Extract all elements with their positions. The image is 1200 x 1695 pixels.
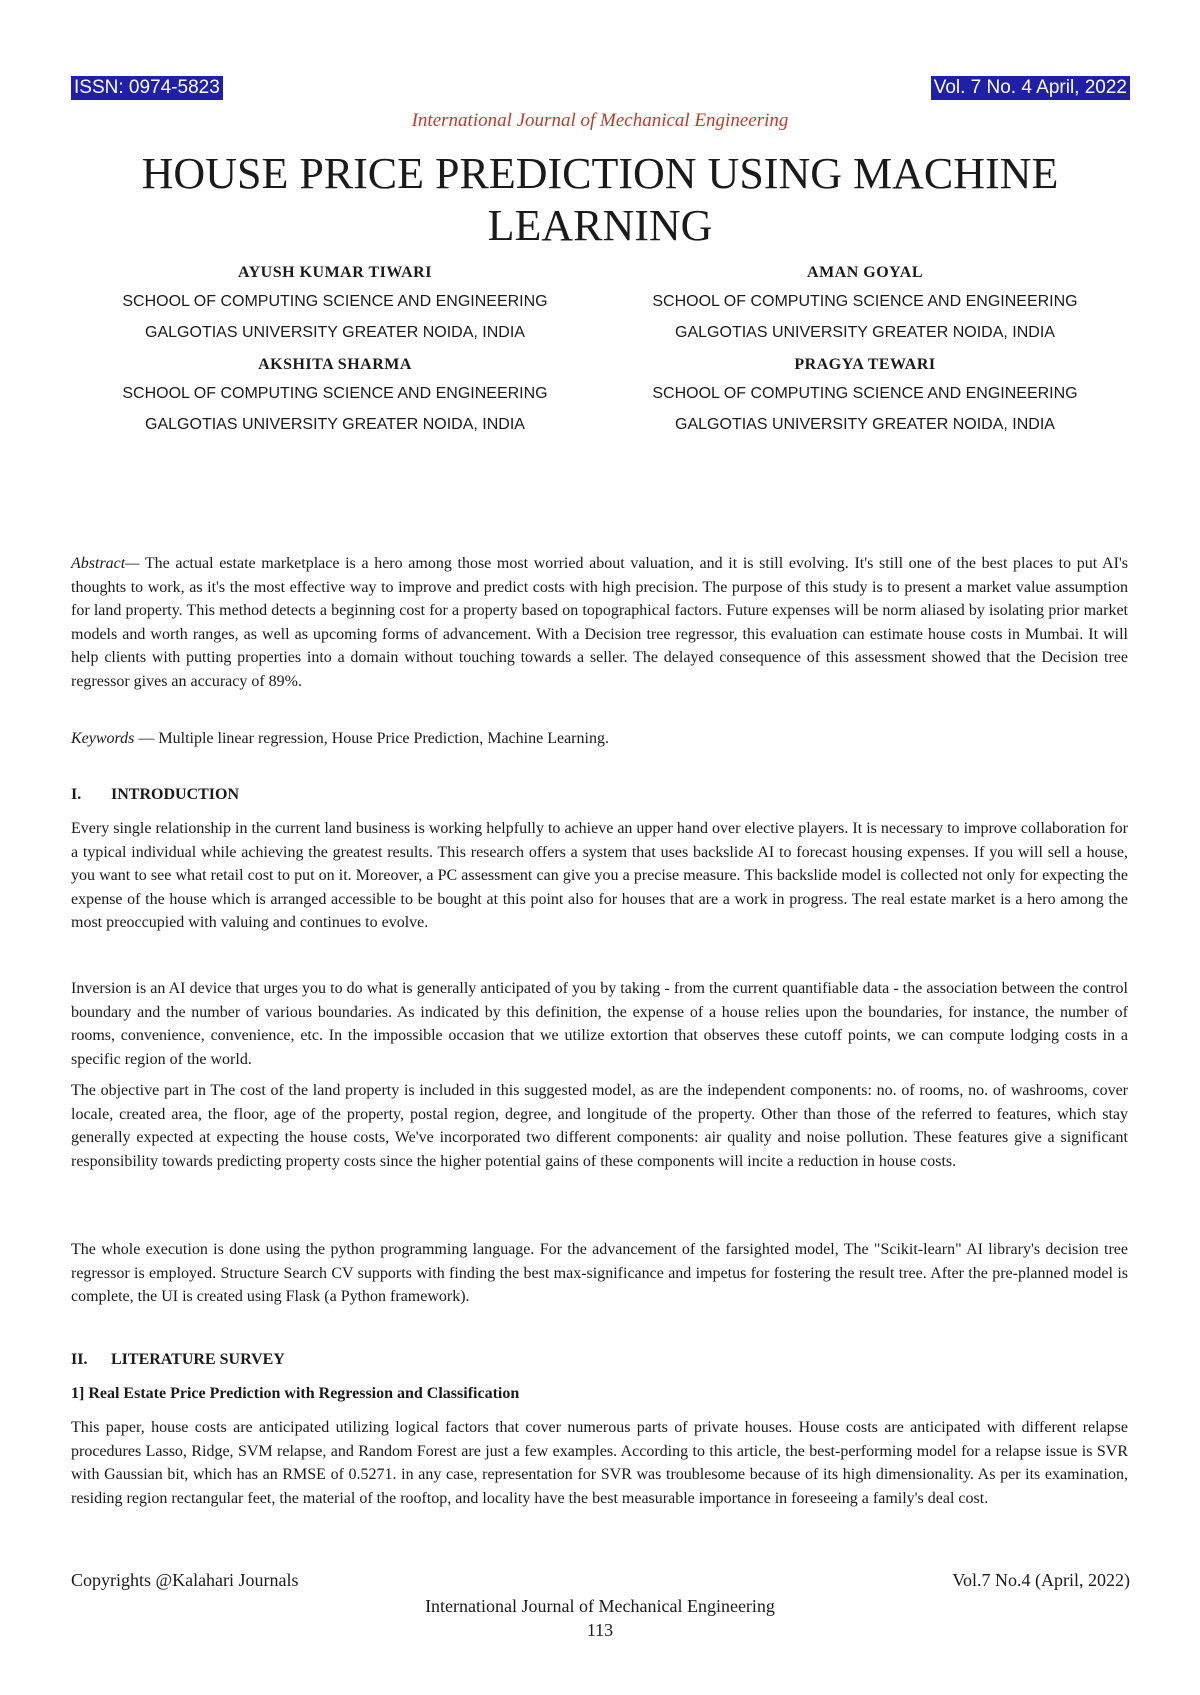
paper-title: HOUSE PRICE PREDICTION USING MACHINE LEARNING (141, 149, 1059, 250)
author-name: PRAGYA TEWARI (794, 356, 936, 373)
author-university: GALGOTIAS UNIVERSITY GREATER NOIDA, INDIA (675, 324, 1055, 341)
intro-paragraph-1: Every single relationship in the current land business is working helpfully to achieve an upper hand over elective players. It is necessary to improve collaboration for a typical individual while achieving the greatest results. This research offers a system that uses backslide AI to forecast housing expenses. If you will sell a house, you want to see what retail cost to put on it. Moreover, a PC assessment can give you a precise measure. This backslide model is collected not only for expecting the expense of the house which is arranged accessible to be bought at this point also for houses that are a work in progress. The real estate market is a hero among the most preoccupied with valuing and continues to evolve. (71, 820, 1128, 931)
author-card (80, 264, 590, 356)
abstract-text: The actual estate marketplace is a hero among those most worried about valuation, and it is still evolving. It's still one of the best places to put AI's thoughts to work, as it's the most effective way to improve and predict costs with high precision. The purpose of this study is to present a market value assumption for land property. This method detects a beginning cost for a property based on topographical factors. Future expenses will be norm aliased by isolating prior market models and worth ranges, as well as upcoming forms of advancement. With a Decision tree regressor, this evaluation can estimate house costs in Mumbai. It will help clients with putting properties into a domain without touching towards a seller. The delayed consequence of this assessment showed that the Decision tree regressor gives an accuracy of 89%. (71, 555, 1128, 690)
keywords-text: — Multiple linear regression, House Price Prediction, Machine Learning. (134, 730, 609, 747)
author-card (610, 264, 1120, 356)
footer-journal: International Journal of Mechanical Engineering (425, 1596, 775, 1616)
abstract-label: Abstract— (71, 555, 140, 572)
author-university: GALGOTIAS UNIVERSITY GREATER NOIDA, INDIA (675, 416, 1055, 433)
subsection-heading: 1] Real Estate Price Prediction with Regression and Classification (71, 1385, 520, 1402)
issn-badge: ISSN: 0974-5823 (71, 76, 223, 100)
intro-paragraph-3: The objective part in The cost of the land property is included in this suggested model, as are the independent components: no. of rooms, no. of washrooms, cover locale, created area, the floor, age of the property, postal region, degree, and longitude of the property. Other than those of the referred to features, which stay generally expected at expecting the house costs, We've incorporated two different components: air quality and noise pollution. These features give a significant responsibility towards predicting property costs since the higher potential gains of these components will incite a reduction in house costs. (71, 1082, 1128, 1170)
author-department: SCHOOL OF COMPUTING SCIENCE AND ENGINEERING (122, 385, 548, 402)
intro-paragraph-2: Inversion is an AI device that urges you to do what is generally anticipated of you by taking - from the current quantifiable data - the association between the control boundary and the number of various boundaries. As indicated by this definition, the expense of a house relies upon the boundaries, for instance, the number of rooms, convenience, convenience, etc. In the impossible occasion that we utilize extortion that observes these cutoff points, we can compute lodging costs in a specific region of the world. (71, 980, 1128, 1068)
section-title: INTRODUCTION (111, 786, 240, 803)
author-university: GALGOTIAS UNIVERSITY GREATER NOIDA, INDIA (145, 416, 525, 433)
section-title: LITERATURE SURVEY (111, 1351, 285, 1368)
section-heading-introduction (71, 786, 239, 804)
author-name: AMAN GOYAL (807, 264, 923, 281)
footer-copyright: Copyrights @Kalahari Journals (71, 1570, 299, 1590)
author-card (610, 356, 1120, 448)
section-number: I. (71, 786, 82, 803)
footer-volume: Vol.7 No.4 (April, 2022) (952, 1570, 1130, 1590)
keywords (71, 727, 1128, 751)
section-number: II. (71, 1351, 88, 1368)
intro-paragraph-4: The whole execution is done using the python programming language. For the advancement of the farsighted model, The "Scikit-learn" AI library's decision tree regressor is employed. Structure Search CV supports with finding the best max-significance and impetus for fostering the result tree. After the pre-planned model is complete, the UI is created using Flask (a Python framework). (71, 1241, 1128, 1305)
journal-name: International Journal of Mechanical Engineering (411, 110, 789, 131)
author-department: SCHOOL OF COMPUTING SCIENCE AND ENGINEERING (122, 293, 548, 310)
author-name: AKSHITA SHARMA (258, 356, 412, 373)
author-name: AYUSH KUMAR TIWARI (238, 264, 432, 281)
lit-paragraph-1: This paper, house costs are anticipated utilizing logical factors that cover numerous parts of private houses. House costs are anticipated with different relapse procedures Lasso, Ridge, SVM relapse, and Random Forest are just a few examples. According to this article, the best-performing model for a relapse issue is SVR with Gaussian bit, which has an RMSE of 0.5271. in any case, representation for SVR was troublesome because of its high dimensionality. As per its examination, residing region rectangular feet, the material of the rooftop, and locality have the best measurable importance in foreseeing a family's deal cost. (71, 1419, 1128, 1507)
author-university: GALGOTIAS UNIVERSITY GREATER NOIDA, INDIA (145, 324, 525, 341)
author-block (80, 264, 1120, 448)
abstract (71, 552, 1128, 693)
author-department: SCHOOL OF COMPUTING SCIENCE AND ENGINEERING (652, 385, 1078, 402)
keywords-label: Keywords (71, 730, 135, 747)
section-heading-literature-survey (71, 1351, 285, 1369)
author-card (80, 356, 590, 448)
volume-badge: Vol. 7 No. 4 April, 2022 (931, 76, 1130, 100)
page-number: 113 (586, 1620, 614, 1640)
author-department: SCHOOL OF COMPUTING SCIENCE AND ENGINEERING (652, 293, 1078, 310)
